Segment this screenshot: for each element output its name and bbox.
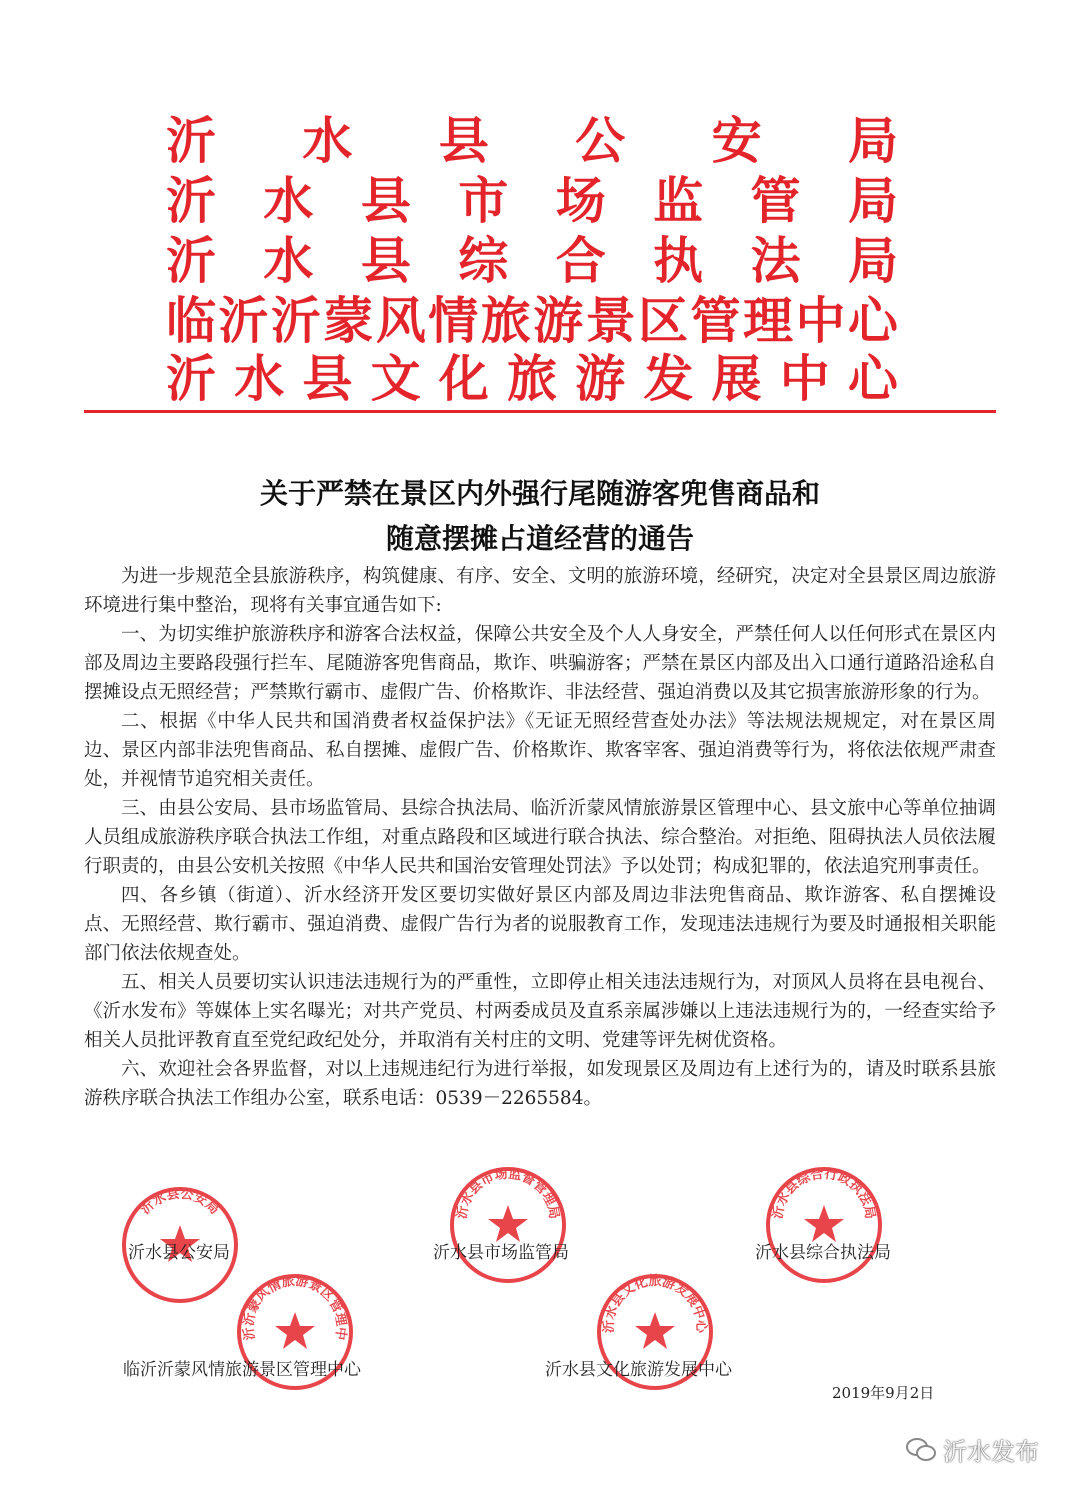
notice-title-line2: 随意摆摊占道经营的通告 [385,522,694,555]
star-icon [635,1312,675,1349]
agency-char: 游 [575,349,626,408]
svg-text:沂水县综合行政执法局: 沂水县综合行政执法局 [770,1166,878,1221]
agency-char: 旅 [506,349,557,408]
star-icon [488,1205,528,1242]
agency-char: 风 [375,291,426,350]
notice-body [84,562,996,1113]
agency-char: 法 [750,231,801,290]
agency-char: 县 [360,231,411,290]
agency-char: 沂 [166,111,216,170]
agency-char: 旅 [480,291,531,350]
watermark [905,1432,1039,1467]
agency-char: 综 [458,231,509,290]
agency-char: 县 [302,349,353,408]
agency-char: 场 [555,171,606,230]
svg-text:沂水县文化旅游发展中心: 沂水县文化旅游发展中心 [601,1274,709,1334]
agency-char: 区 [638,291,689,350]
issue-date: 2019年9月2日 [832,1384,935,1402]
agency-char: 化 [438,349,489,408]
svg-text:沂水县市场监督管理局: 沂水县市场监督管理局 [454,1166,562,1221]
agency-char: 县 [438,111,489,170]
agency-name-1 [166,172,898,230]
svg-text:沂水县公安局: 沂水县公安局 [138,1186,222,1218]
paragraph-1: 一、为切实维护旅游秩序和游客合法权益，保障公共安全及个人人身安全，严禁任何人以任何形式在景区内部及周边主要路段强行拦车、尾随游客兜售商品，欺诈、哄骗游客；严禁在景区内部及出入口通行道路沿途私自摆摊设点无照经营；严禁欺行霸市、虚假广告、价格欺诈、非法经营、强迫消费以及其它损害旅游形象的行为。 [84,624,996,703]
agency-char: 公 [575,111,626,170]
agency-char: 局 [847,171,898,230]
agency-char: 局 [847,231,898,290]
agency-char: 中 [795,291,846,350]
agency-char: 景 [585,291,636,350]
star-icon [804,1205,844,1242]
paragraph-3: 三、由县公安局、县市场监管局、县综合执法局、临沂沂蒙风情旅游景区管理中心、县文旅中心等单位抽调人员组成旅游秩序联合执法工作组，对重点路段和区域进行联合执法、综合整治。对拒绝、阻碍执法人员依法履行职责的，由县公安机关按照《中华人民共和国治安管理处罚法》予以处罚；构成犯罪的，依法追究刑事责任。 [84,798,996,877]
agency-name-0 [166,112,898,170]
red-divider [84,410,996,413]
official-seal [764,1165,884,1285]
official-seal [448,1165,568,1285]
agency-char: 中 [779,349,830,408]
signature-label-market: 沂水县市场监管局 [433,1243,569,1263]
signature-label-scenic: 临沂沂蒙风情旅游景区管理中心 [123,1360,361,1380]
agency-char: 市 [458,171,509,230]
star-icon [275,1312,315,1349]
agency-char: 水 [234,349,285,408]
agency-char: 展 [711,349,762,408]
signature-label-enforcement: 沂水县综合执法局 [755,1243,891,1263]
agency-char: 水 [263,171,314,230]
agency-char: 管 [690,291,741,350]
agency-char: 沂 [166,231,216,290]
paragraph-2: 二、根据《中华人民共和国消费者权益保护法》《无证无照经营查处办法》等法规法规规定，对在景区周边、景区内部非法兜售商品、私自摆摊、虚假广告、价格欺诈、欺客宰客、强迫消费等行为，将依法依规严肃查处，并视情节追究相关责任。 [84,711,996,790]
agency-char: 合 [555,231,606,290]
agency-char: 心 [847,291,898,350]
signature-label-police: 沂水县公安局 [128,1243,230,1263]
agency-name-3 [166,292,898,350]
svg-text:临沂沂蒙风情旅游景区管理中心: 沂沂蒙风情旅游景区管理中 [241,1273,349,1341]
watermark-text: 沂水发布 [943,1438,1039,1466]
agency-name-4 [166,350,898,408]
agency-char: 文 [370,349,421,408]
agency-char: 沂 [218,291,269,350]
agency-char: 临 [166,291,216,350]
agency-char: 理 [742,291,793,350]
agency-char: 情 [428,291,479,350]
agency-char: 发 [643,349,694,408]
agency-char: 沂 [166,349,216,408]
agency-name-2 [166,232,898,290]
agency-char: 沂 [166,171,216,230]
paragraph-5: 五、相关人员要切实认识违法违规行为的严重性，立即停止相关违法违规行为，对顶风人员将在县电视台、《沂水发布》等媒体上实名曝光；对共产党员、村两委成员及直系亲属涉嫌以上违法违规行为的，一经查实给予相关人员批评教育直至党纪政纪处分，并取消有关村庄的文明、党建等评先树优资格。 [84,972,996,1051]
agency-char: 沂 [270,291,321,350]
notice-title-line1: 关于严禁在景区内外强行尾随游客兜售商品和 [259,477,820,510]
agency-char: 蒙 [323,291,374,350]
paragraph-6: 六、欢迎社会各界监督，对以上违规违纪行为进行举报，如发现景区及周边有上述行为的，请及时联系县旅游秩序联合执法工作组办公室，联系电话：0539－2265584。 [84,1059,996,1109]
signature-label-culture: 沂水县文化旅游发展中心 [545,1360,732,1380]
paragraph-intro: 为进一步规范全县旅游秩序，构筑健康、有序、安全、文明的旅游环境，经研究，决定对全县景区周边旅游环境进行集中整治，现将有关事宜通告如下: [84,566,996,616]
agency-char: 局 [847,111,898,170]
paragraph-4: 四、各乡镇（街道）、沂水经济开发区要切实做好景区内部及周边非法兜售商品、欺诈游客、私自摆摊设点、无照经营、欺行霸市、强迫消费、虚假广告行为者的说服教育工作，发现违法违规行为要及时通报相关职能部门依法依规查处。 [84,885,996,964]
agency-char: 心 [847,349,898,408]
agency-char: 管 [750,171,801,230]
agency-char: 水 [302,111,353,170]
agency-char: 县 [360,171,411,230]
agency-char: 水 [263,231,314,290]
agency-char: 监 [653,171,704,230]
agency-char: 游 [533,291,584,350]
agency-char: 安 [711,111,762,170]
wechat-icon [905,1436,937,1464]
agency-char: 执 [653,231,704,290]
